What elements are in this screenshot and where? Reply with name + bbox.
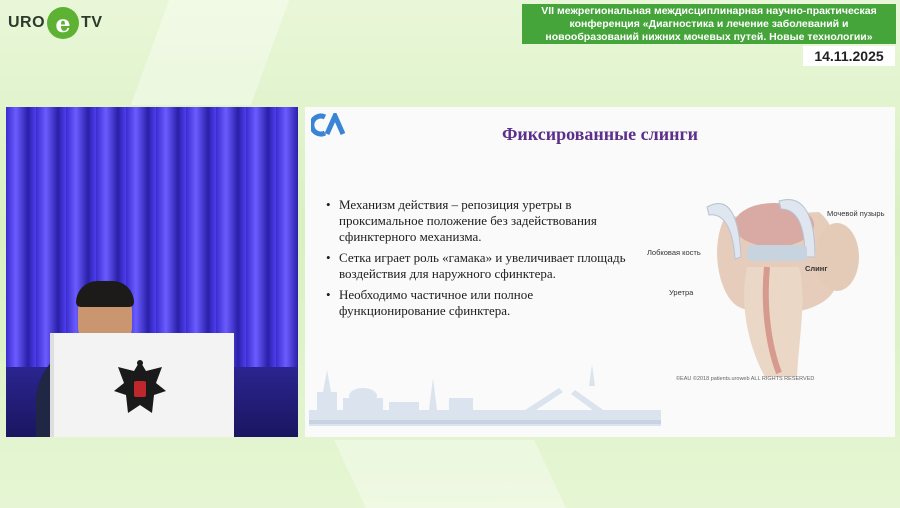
logo-text-right: TV [81,14,103,31]
slide-title: Фиксированные слинги [501,124,699,144]
anatomy-label-sling: Слинг [805,264,828,273]
image-credit: ©EAU ©2018 patients.uroweb ALL RIGHTS RESERVED [676,376,815,382]
anatomy-label-bladder: Мочевой пузырь [827,209,885,218]
conference-line: конференция «Диагностика и лечение заболеваний и [569,18,849,30]
russian-coat-of-arms-icon [110,357,170,419]
presentation-slide [305,107,895,437]
urotv-logo [8,6,103,40]
film-strip-decoration [334,440,566,508]
film-strip-decoration [131,0,289,105]
anatomy-label-pubic-bone: Лобковая кость [647,248,701,257]
bullet-item: • Механизм действия – репозиция уретры в проксимальное положение без задействования сфинктерного механизма. [325,197,635,245]
speaker-video [6,107,298,437]
logo-e-icon: e [47,7,79,39]
bullet-item: • Сетка играет роль «гамака» и увеличивает площадь воздействия для наружного сфинктера. [325,250,635,282]
bullet-item: • Необходимо частичное или полное функционирование сфинктера. [325,287,635,319]
conference-line: новообразований нижних мочевых путей. Новые технологии» [545,31,873,43]
conference-banner [522,4,896,44]
bullet-list [325,197,635,324]
conference-line: VII межрегиональная междисциплинарная научно-практическая [541,5,877,17]
speaker-hair [76,281,134,307]
anatomy-label-urethra: Уретра [669,288,694,297]
conference-date: 14.11.2025 [803,46,895,66]
logo-text-left: URO [8,14,46,31]
city-skyline-decoration [309,362,661,432]
